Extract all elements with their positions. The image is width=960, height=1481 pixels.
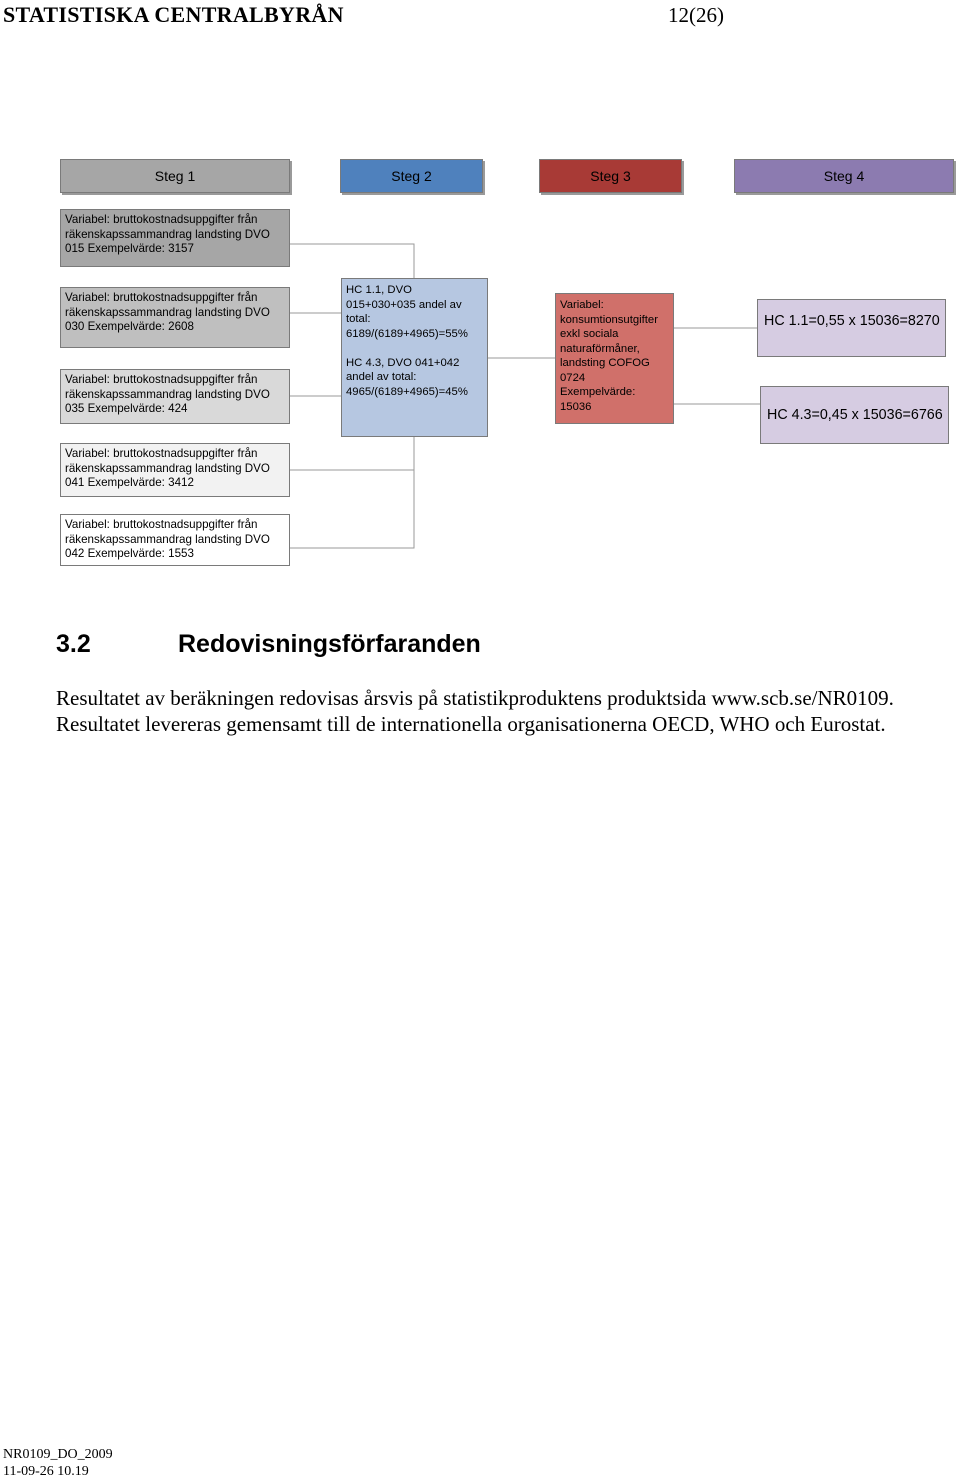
section-paragraph: Resultatet av beräkningen redovisas årsvis på statistikproduktens produktsida www.scb.se/NR0109. Resultatet levereras gemensamt till de internationella organisationerna OECD, WHO och Eurostat. [56,686,894,736]
result-hc11-box [757,299,946,357]
step-4-label: Steg 4 [823,168,865,184]
step-3-header [539,159,682,193]
step-2-header [340,159,483,193]
variable-box-dvo041: Variabel: bruttokostnadsuppgifter från räkenskapssammandrag landsting DVO 041 Exempelvärde: 3412 [60,443,290,497]
step-3-label: Steg 3 [590,168,631,184]
connector-dvo041 [290,437,414,470]
step-4-header [734,159,954,193]
variable-box-dvo035: Variabel: bruttokostnadsuppgifter från räkenskapssammandrag landsting DVO 035 Exempelvärde: 424 [60,369,290,424]
footer-date: 11-09-26 10.19 [3,1464,89,1479]
step-3-cofog-box: Variabel: konsumtionsutgifter exkl sociala naturaförmåner, landsting COFOG 0724 Exempelvärde: 15036 [555,293,674,424]
result-hc11-text: HC 1.1=0,55 x 15036=8270 [764,313,940,329]
header-page-number: 12(26) [668,3,724,27]
connector-dvo015 [290,244,414,278]
section-title: Redovisningsförfaranden [178,630,481,658]
footer-doc-id: NR0109_DO_2009 [3,1447,113,1462]
step-1-header [60,159,290,193]
header-organization: STATISTISKA CENTRALBYRÅN [3,2,344,27]
step-2-label: Steg 2 [391,168,432,184]
result-hc43-text: HC 4.3=0,45 x 15036=6766 [767,407,943,423]
connector-dvo042 [290,470,414,548]
section-number: 3.2 [56,630,91,658]
variable-box-dvo042: Variabel: bruttokostnadsuppgifter från räkenskapssammandrag landsting DVO 042 Exempelvärde: 1553 [60,514,290,566]
step-2-allocation-box: HC 1.1, DVO 015+030+035 andel av total: 6189/(6189+4965)=55% HC 4.3, DVO 041+042 andel av total: 4965/(6189+4965)=45% [341,278,488,437]
step-1-label: Steg 1 [154,168,196,184]
variable-box-dvo030: Variabel: bruttokostnadsuppgifter från räkenskapssammandrag landsting DVO 030 Exempelvärde: 2608 [60,287,290,348]
variable-box-dvo015: Variabel: bruttokostnadsuppgifter från räkenskapssammandrag landsting DVO 015 Exempelvärde: 3157 [60,209,290,267]
result-hc43-box [760,386,949,444]
